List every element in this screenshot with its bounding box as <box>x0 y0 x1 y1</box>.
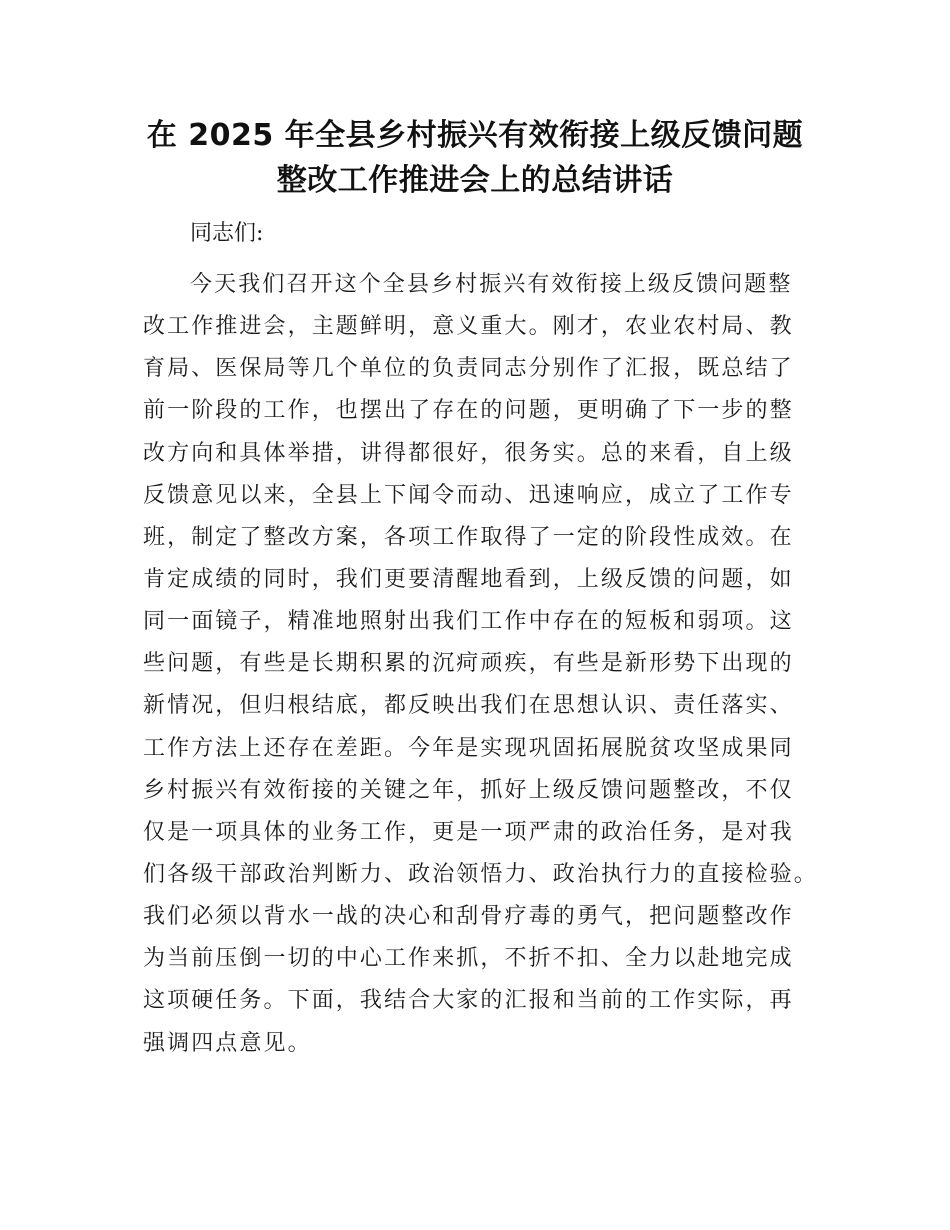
paragraph-line: 我们必须以背水一战的决心和刮骨疗毒的勇气，把问题整改作 <box>143 904 794 930</box>
paragraph-line: 为当前压倒一切的中心工作来抓，不折不扣、全力以赴地完成 <box>143 946 794 972</box>
paragraph-line: 反馈意见以来，全县上下闻令而动、迅速响应，成立了工作专 <box>143 482 794 508</box>
paragraph-line: 这项硬任务。下面，我结合大家的汇报和当前的工作实际，再 <box>143 988 794 1014</box>
paragraph-line: 育局、医保局等几个单位的负责同志分别作了汇报，既总结了 <box>143 356 794 382</box>
paragraph-line: 同一面镜子，精准地照射出我们工作中存在的短板和弱项。这 <box>143 609 794 635</box>
paragraph-line: 乡村振兴有效衔接的关键之年，抓好上级反馈问题整改，不仅 <box>143 777 794 803</box>
paragraph-line: 工作方法上还存在差距。今年是实现巩固拓展脱贫攻坚成果同 <box>143 735 794 761</box>
paragraph-line: 些问题，有些是长期积累的沉疴顽疾，有些是新形势下出现的 <box>143 651 794 677</box>
salutation: 同志们: <box>190 221 264 246</box>
paragraph-line: 班，制定了整改方案，各项工作取得了一定的阶段性成效。在 <box>143 524 794 550</box>
paragraph-line: 肯定成绩的同时，我们更要清醒地看到，上级反馈的问题，如 <box>143 566 794 592</box>
body-paragraph <box>143 264 823 1065</box>
document-title-line-2: 整改工作推进会上的总结讲话 <box>276 163 674 198</box>
paragraph-line: 仅是一项具体的业务工作，更是一项严肃的政治任务，是对我 <box>143 819 794 845</box>
paragraph-line: 强调四点意见。 <box>143 1030 312 1056</box>
paragraph-line: 前一阶段的工作，也摆出了存在的问题，更明确了下一步的整 <box>143 398 794 424</box>
paragraph-line: 新情况，但归根结底，都反映出我们在思想认识、责任落实、 <box>143 693 794 719</box>
document-title-line-1: 在 2025 年全县乡村振兴有效衔接上级反馈问题 <box>146 118 804 153</box>
paragraph-line: 们各级干部政治判断力、政治领悟力、政治执行力的直接检验。 <box>143 861 818 887</box>
paragraph-line: 今天我们召开这个全县乡村振兴有效衔接上级反馈问题整 <box>190 272 793 297</box>
paragraph-line: 改方向和具体举措，讲得都很好，很务实。总的来看，自上级 <box>143 440 794 466</box>
paragraph-line: 改工作推进会，主题鲜明，意义重大。刚才，农业农村局、教 <box>143 314 794 340</box>
